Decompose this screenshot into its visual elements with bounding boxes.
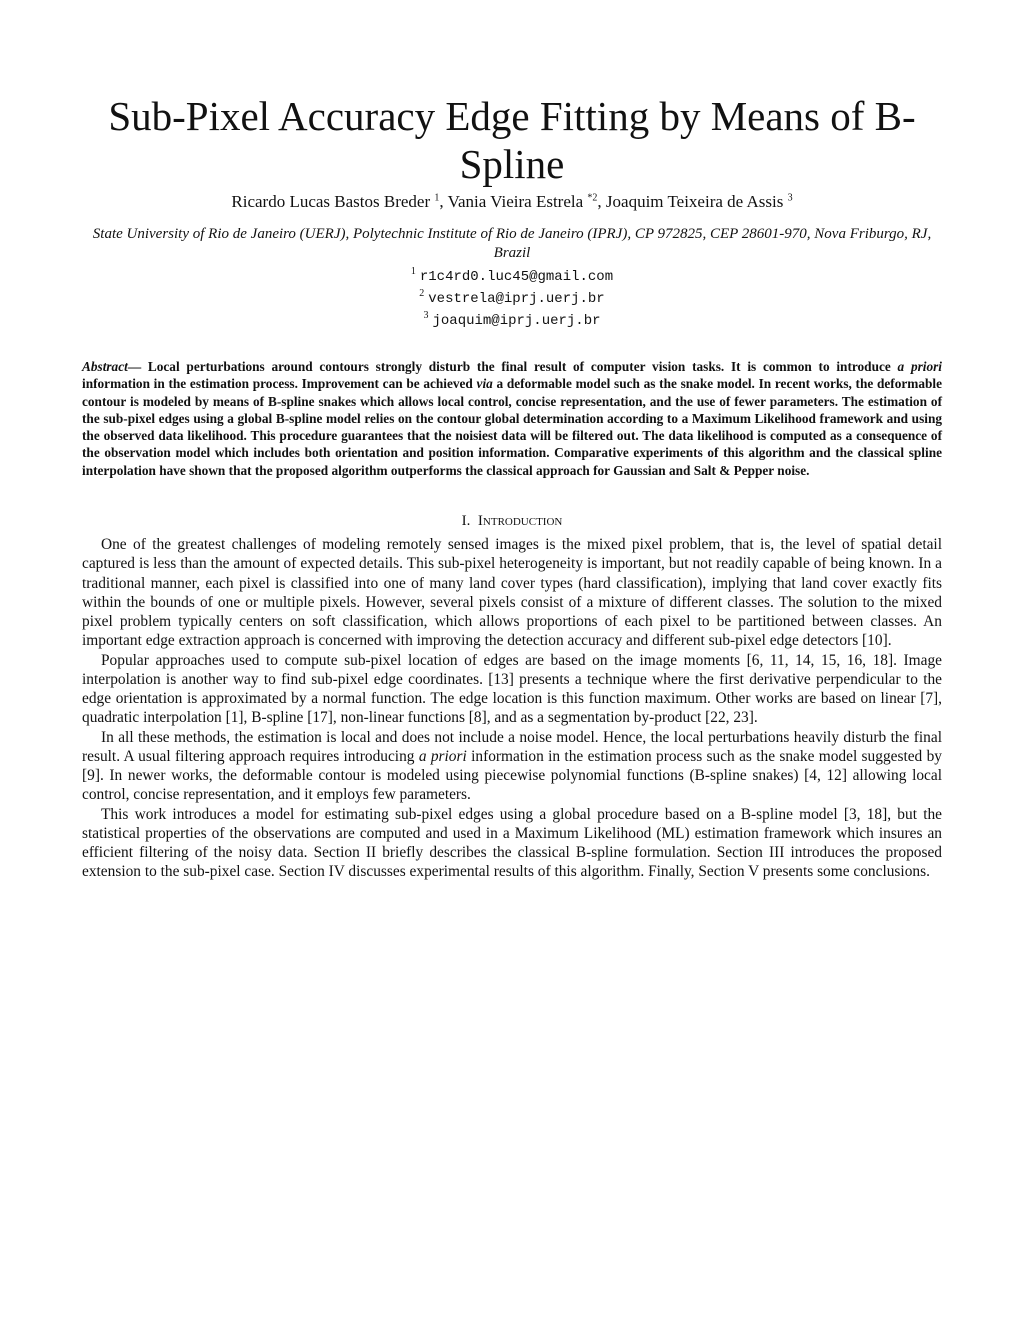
email-address[interactable]: r1c4rd0.luc45@gmail.com (419, 269, 614, 285)
abstract-label: Abstract (82, 359, 128, 374)
paper-title: Sub-Pixel Accuracy Edge Fitting by Means of B-Spline (108, 93, 916, 187)
abstract-text: information in the estimation process. Improvement can be achieved (82, 376, 477, 392)
introduction-body (82, 535, 942, 882)
affiliation: State University of Rio de Janeiro (UERJ), Polytechnic Institute of Rio de Janeiro (IPRJ), CP 972825, CEP 28601-970, Nova Friburgo, RJ, Brazil (92, 226, 932, 261)
email-address[interactable]: vestrela@iprj.uerj.br (428, 291, 605, 307)
paragraph (82, 728, 942, 805)
author-list (82, 190, 942, 214)
email-address[interactable]: joaquim@iprj.uerj.br (432, 313, 601, 329)
abstract-text: Local perturbations around contours strongly disturb the final result of computer vision tasks. It is common to introduce (147, 359, 898, 374)
email-line (82, 266, 942, 288)
abstract-text: a deformable model such as the snake model. In recent works, the deformable contour is modeled by means of B-spline snakes which allows local control, concise representation, and the use of fewer parameters. The estimation of the sub-pixel edges using a global B-spline model relies on the contour global determination according to a Maximum Likelihood framework and using the observed data likelihood. This procedure guarantees that the noisiest data will be filtered out. The data likelihood is computed as a consequence of the observation model which includes both orientation and position information. Comparative experiments of this algorithm and the classical spline interpolation have shown that the proposed algorithm outperforms the classical approach for Gaussian and Salt & Pepper noise. (82, 376, 942, 478)
author-name: Joaquim Teixeira de Assis (605, 192, 784, 211)
paragraph: This work introduces a model for estimating sub-pixel edges using a global procedure based on a B-spline model [3, 18], but the statistical properties of the observations are computed and used in a Maximum Likelihood (ML) estimation framework which insures an efficient filtering of the noisy data. Section II briefly describes the classical B-spline formulation. Section III introduces the proposed extension to the sub-pixel case. Section IV discusses experimental results of this algorithm. Finally, Section V presents some conclusions. (82, 805, 942, 881)
author-name: Vania Vieira Estrela (447, 192, 584, 211)
paragraph-text: In all these methods, the estimation is local and does not include a noise model. Hence, the local perturbations heavily disturb the final result. A usual filtering approach requires introducing (82, 728, 942, 765)
author-mark: 3 (787, 192, 793, 204)
abstract-emphasis: via (476, 376, 493, 392)
paragraph-emphasis: a priori (418, 747, 467, 765)
email-mark: 3 (423, 310, 429, 322)
email-list (82, 266, 942, 332)
paragraph: Popular approaches used to compute sub-pixel location of edges are based on the image moments [6, 11, 14, 15, 16, 18]. Image interpolation is another way to find sub-pixel edge coordinates. [13] presents a technique where the first derivative perpendicular to the edge orientation is approximated by a normal function. The edge location is this function maximum. Other works are based on linear [7], quadratic interpolation [1], B-spline [17], non-linear functions [8], and as a segmentation by-product [22, 23]. (82, 651, 942, 727)
section-title: Introduction (477, 513, 563, 529)
email-line (82, 288, 942, 310)
email-mark: 2 (419, 288, 425, 300)
section-heading (82, 512, 942, 530)
author-mark: *2 (587, 192, 598, 204)
author-separator: , (439, 192, 448, 211)
paragraph: One of the greatest challenges of modeling remotely sensed images is the mixed pixel problem, that is, the level of spatial detail captured is less than the amount of expected details. This sub-pixel heterogeneity is important, but not readily capable of being known. In a traditional manner, each pixel is classified into one of many land cover types (hard classification), implying that land cover exactly fits within the bounds of one or multiple pixels. However, several pixels consist of a mixture of different classes. The solution to the mixed pixel problem typically centers on soft classification, which allows proportions of each pixel to be partitioned between classes. An important edge extraction approach is concerned with improving the detection accuracy and different sub-pixel edge detectors [10]. (82, 536, 942, 650)
abstract-emphasis: a priori (897, 359, 942, 374)
author-mark: 1 (434, 192, 440, 204)
abstract-dash: — (127, 359, 148, 374)
email-mark: 1 (410, 266, 416, 278)
author-separator: , (597, 192, 606, 211)
email-line (82, 310, 942, 332)
paragraph-text: information in the estimation process such as the snake model suggested by [9]. In newer works, the deformable contour is modeled using piecewise polynomial functions (B-spline snakes) [4, 12] allowing local control, concise representation, and it employs few parameters. (82, 747, 942, 804)
abstract (82, 358, 942, 479)
section-number: I. (461, 513, 471, 529)
author-name: Ricardo Lucas Bastos Breder (231, 192, 431, 211)
